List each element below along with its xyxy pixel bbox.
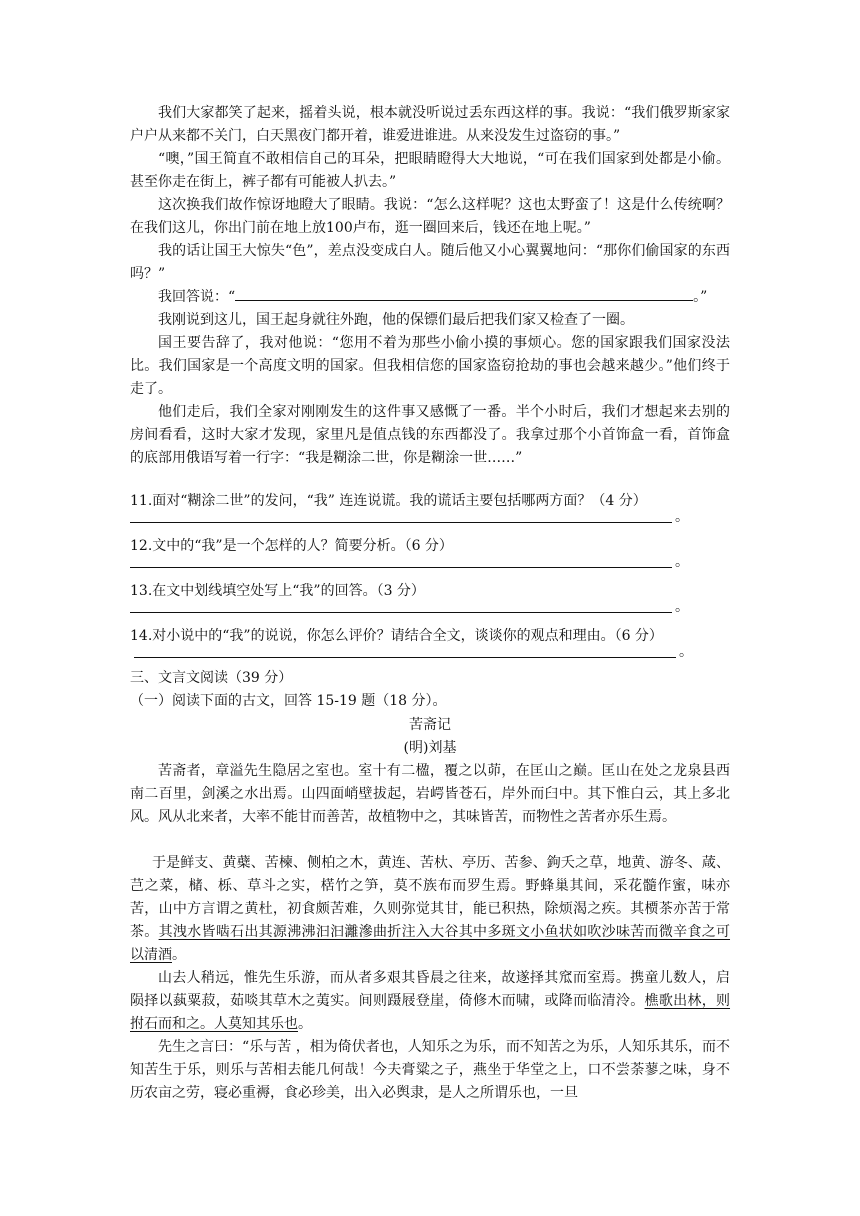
question-13: 13.在文中划线填空处写上“我”的回答。（3 分） [130, 583, 425, 599]
question-12: 12.文中的“我”是一个怎样的人？简要分析。（6 分） [130, 538, 453, 554]
answer-close-text: 。” [693, 289, 708, 305]
underlined-passage-1: 其洩水皆啮石出其源沸沸汩汩灕滲曲折注入大谷其中多斑文小鱼状如吹沙味苦而微辛食之可以清酒 [130, 924, 731, 963]
story-paragraph-6: 我刚说到这儿，国王起身就往外跑，他的保镖们最后把我们家又检查了一圈。 [158, 312, 634, 328]
story-paragraph-4: 我的话让国王大惊失“色”，差点没变成白人。随后他又小心翼翼地问：“那你们偷国家的东西吗？” [130, 243, 730, 282]
essay-paragraph-1: 苦斋者，章溢先生隐居之室也。室十有二楹，覆之以茆，在匡山之巅。匡山在处之龙泉县西南二百里，剑溪之水出焉。山四面峭壁拔起，岩崿皆苍石，岸外而臼中。其下惟白云，其上多北风。风从北来者，大率不能甘而善苦，故植物中之，其味皆苦，而物性之苦者亦乐生焉。 [130, 763, 730, 825]
document-page: 我们大家都笑了起来，摇着头说，根本就没听说过丢东西这样的事。我说：“我们俄罗斯家家户户从来都不关门，白天黑夜门都开着，谁爱进谁进。从来没发生过盗窃的事。” “噢，”国王简直不敢相信自己的耳朵，把眼睛瞪得大大地说，“可在我们国家到处都是小偷。甚至你走在街上，裤子都有可能被人扒去。” 这次换我们故作惊讶地瞪大了眼睛。我说：“怎么这样呢？这也太野蛮了！这是什么传统啊？在我们这儿，你出门前在地上放100卢布，逛一圈回来后，钱还在地上呢。” 我的话让国王大惊失“色”，差点没变成白人。随后他又小心翼翼地问：“那你们偷国家的东西吗？” 我回答说：“ 。” 我刚说到这儿，国王起身就往外跑，他的保镖们最后把我们家又检查了一圈。 国王要告辞了，我对他说：“您用不着为那些小偷小摸的事烦心。您的国家跟我们国家没法比。我们国家是一个高度文明的国家。但我相信您的国家盗窃抢劫的事也会越来越少。”他们终于走了。 他们走后，我们全家对刚刚发生的这件事又感慨了一番。半个小时后，我们才想起来去别的房间看看，这时大家才发现，家里凡是值点钱的东西都没了。我拿过那个小首饰盒一看，首饰盒的底部用俄语写着一行字：“我是糊涂二世，你是糊涂一世……” 11.面对“糊涂二世”的发问，“我” 连连说谎。我的谎话主要包括哪两方面？（4 分） 。 12.文中的“我”是一个怎样的人？简要分析。（6 分） 。 13.在文中划线填空处写上“我”的回答。（3 分） 。 14.对小说中的“我”的说说，你怎么评价？请结合全文，谈谈你的观点和理由。（6 分） 。 三、文言文阅读（39 分） （一）阅读下面的古文，回答 15-19 题（18 分）。 苦斋记 (明)刘基 苦斋者，章溢先生隐居之室也。室十有二楹，覆之以茆，在匡山之巅。匡山在处之龙泉县西南二百里，剑溪之水出焉。山四面峭壁拔起，岩崿皆苍石，岸外而臼中。其下惟白云，其上多北风。风从北来者，大率不能甘而善苦，故植物中之，其味皆苦，而物性之苦者亦乐生焉。 于是鲜支、黄蘗、苦楝、侧柏之木，黄连、苦杕、亭历、苦参、鉤夭之草，地黄、游冬、葴、芑之菜，槠、栎、草斗之实，楛竹之笋，莫不族布而罗生焉。野蜂巢其间，采花髓作蜜，味亦苦，山中方言谓之黄杜，初食颇苦难，久则弥觉其甘，能已积热，除烦渴之疾。其槚茶亦苦于常茶。其洩水皆啮石出其源沸沸汩汩灕滲曲折注入大谷其中多斑文小鱼状如吹沙味苦而微辛食之可以清酒。 山去人稍远，惟先生乐游，而从者多艰其昏晨之往来，故遂择其窊而室焉。携童儿数人，启陨择以蓺粟菽，茹啖其草木之荑实。间则蹑屐登崖，倚修木而啸，或降而临清泠。樵歌出林，则拊石而和之。人莫知其乐也。 先生之言曰：“乐与苦 ，相为倚伏者也，人知乐之为乐，而不知苦之为乐，人知乐其乐，而不知苦生于乐，则乐与苦相去能几何哉！今夫膏粱之子，燕坐于华堂之上，口不尝荼蓼之味，身不历农亩之劳，寝必重褥，食必珍美，出入必舆隶，是人之所谓乐也，一旦 [0, 0, 860, 1216]
story-paragraph-1: 我们大家都笑了起来，摇着头说，根本就没听说过丢东西这样的事。我说：“我们俄罗斯家家户户从来都不关门，白天黑夜门都开着，谁爱进谁进。从来没发生过盗窃的事。” [130, 105, 730, 144]
underlined-passage-2: 樵歌出林，则拊石而和之。人莫知其乐也 [130, 993, 731, 1032]
section-heading: 三、文言文阅读（39 分） [130, 670, 293, 686]
story-paragraph-3: 这次换我们故作惊讶地瞪大了眼睛。我说：“怎么这样呢？这也太野蛮了！这是什么传统啊？在我们这儿，你出门前在地上放100卢布，逛一圈回来后，钱还在地上呢。” [130, 197, 730, 236]
question-14: 14.对小说中的“我”的说说，你怎么评价？请结合全文，谈谈你的观点和理由。（6 分） [130, 628, 663, 644]
story-paragraph-5 [130, 286, 730, 309]
question-11: 11.面对“糊涂二世”的发问，“我” 连连说谎。我的谎话主要包括哪两方面？（4 分） [130, 493, 647, 509]
essay-paragraph-2: 于是鲜支、黄蘗、苦楝、侧柏之木，黄连、苦杕、亭历、苦参、鉤夭之草，地黄、游冬、葴、芑之菜，槠、栎、草斗之实，楛竹之笋，莫不族布而罗生焉。野蜂巢其间，采花髓作蜜，味亦苦，山中方言谓之黄杜，初食颇苦难，久则弥觉其甘，能已积热，除烦渴之疾。其槚茶亦苦于常茶。其洩水皆啮石出其源沸沸汩汩灕滲曲折注入大谷其中多斑文小鱼状如吹沙味苦而微辛食之可以清酒。 [130, 855, 731, 963]
story-paragraph-7: 国王要告辞了，我对他说：“您用不着为那些小偷小摸的事烦心。您的国家跟我们国家没法比。我们国家是一个高度文明的国家。但我相信您的国家盗窃抢劫的事也会越来越少。”他们终于走了。 [130, 335, 730, 397]
essay-author: (明)刘基 [403, 740, 457, 756]
essay-paragraph-4: 先生之言曰：“乐与苦 ，相为倚伏者也，人知乐之为乐，而不知苦之为乐，人知乐其乐，而不知苦生于乐，则乐与苦相去能几何哉！今夫膏粱之子，燕坐于华堂之上，口不尝荼蓼之味，身不历农亩之劳，寝必重褥，食必珍美，出入必舆隶，是人之所谓乐也，一旦 [130, 1039, 730, 1101]
essay-paragraph-3: 山去人稍远，惟先生乐游，而从者多艰其昏晨之往来，故遂择其窊而室焉。携童儿数人，启陨择以蓺粟菽，茹啖其草木之荑实。间则蹑屐登崖，倚修木而啸，或降而临清泠。樵歌出林，则拊石而和之。人莫知其乐也。 [130, 970, 731, 1032]
story-paragraph-2: “噢，”国王简直不敢相信自己的耳朵，把眼睛瞪得大大地说，“可在我们国家到处都是小偷。甚至你走在街上，裤子都有可能被人扒去。” [130, 151, 730, 190]
story-paragraph-8: 他们走后，我们全家对刚刚发生的这件事又感慨了一番。半个小时后，我们才想起来去别的房间看看，这时大家才发现，家里凡是值点钱的东西都没了。我拿过那个小首饰盒一看，首饰盒的底部用俄语写着一行字：“我是糊涂二世，你是糊涂一世……” [130, 404, 730, 466]
essay-title: 苦斋记 [409, 717, 451, 733]
answer-lead-text: 我回答说：“ [158, 289, 236, 305]
fill-in-blank[interactable] [235, 286, 693, 301]
section-subheading: （一）阅读下面的古文，回答 15-19 题（18 分）。 [130, 693, 447, 709]
